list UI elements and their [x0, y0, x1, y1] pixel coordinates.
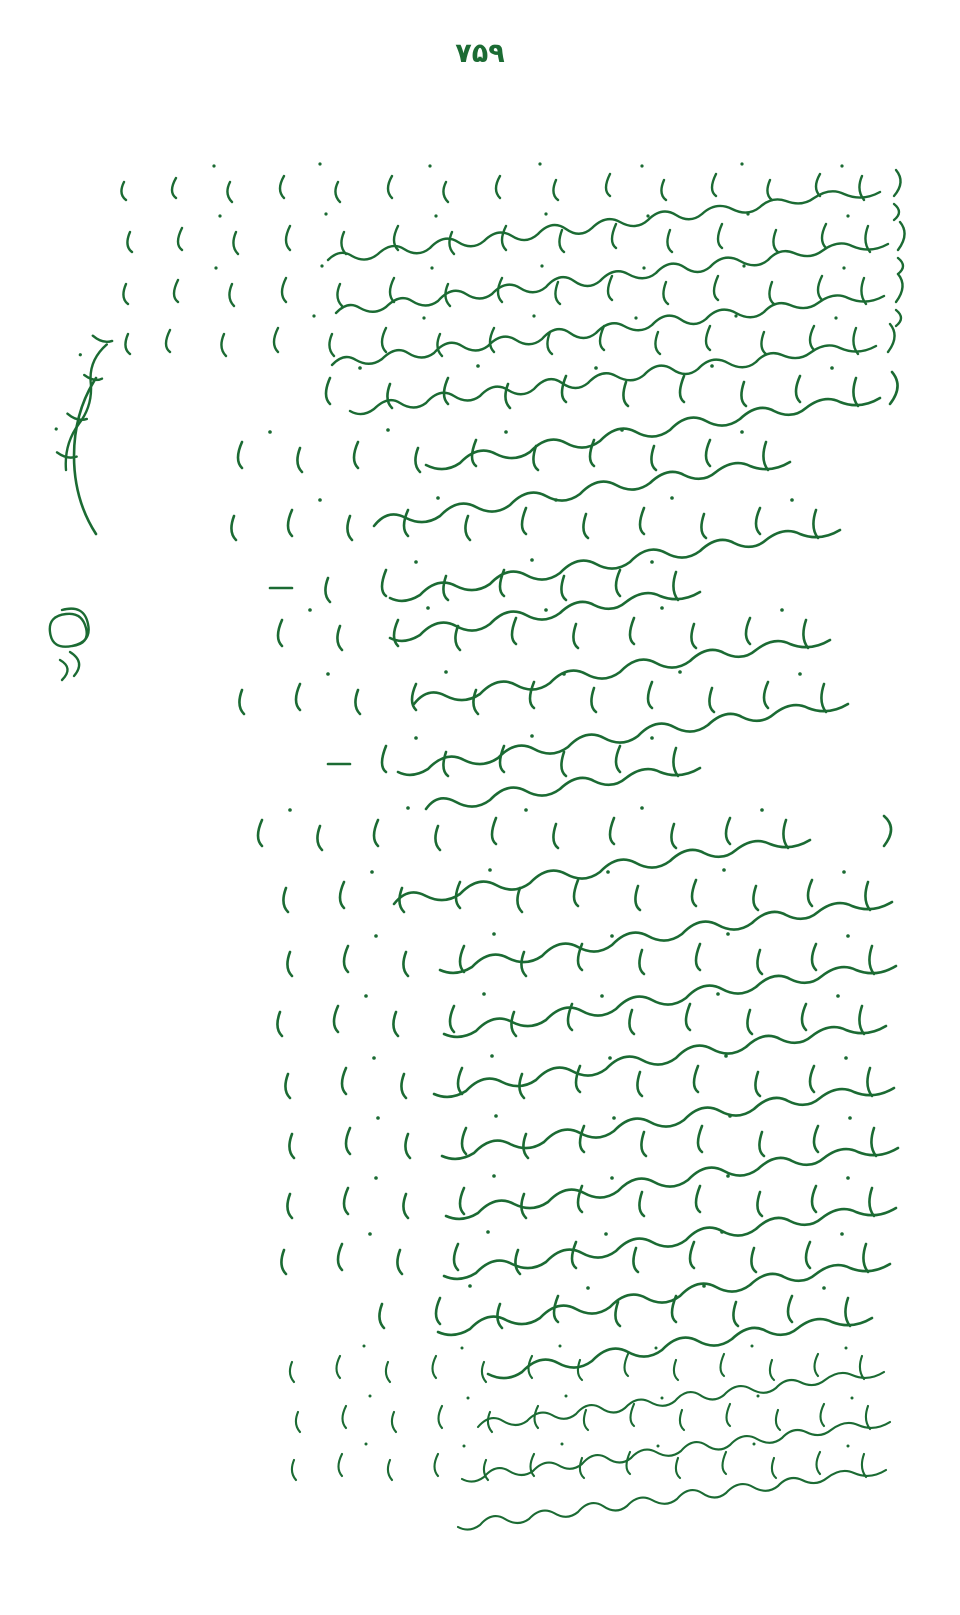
- ink-strokes: [0, 140, 960, 1540]
- handwritten-body: [0, 140, 960, 1540]
- page-number: ۷۵۹: [455, 38, 505, 69]
